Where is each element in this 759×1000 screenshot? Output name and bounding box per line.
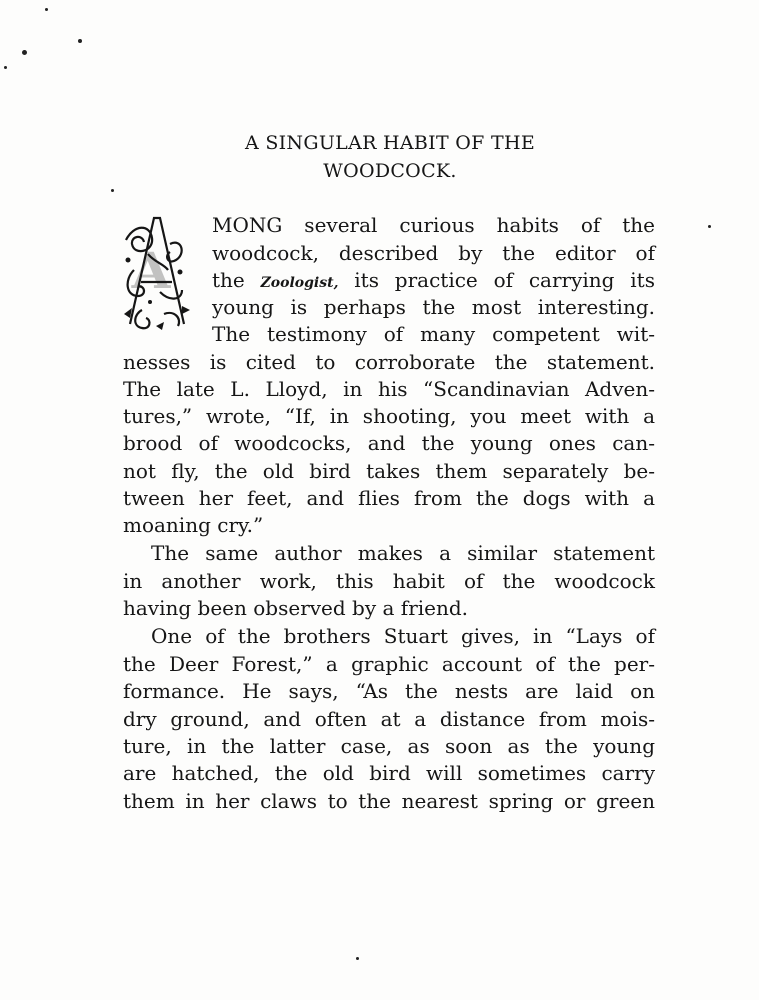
- paragraph1-line1: MONG several curious habits of the: [212, 213, 655, 237]
- paragraph1-line9: brood of woodcocks, and the young ones can-: [123, 431, 655, 455]
- ink-speck: [4, 66, 7, 69]
- ink-speck: [111, 189, 114, 192]
- article-title-line2: WOODCOCK.: [323, 160, 457, 182]
- ink-speck: [78, 39, 82, 43]
- paragraph1-line7: The late L. Lloyd, in his “Scandinavian Adven-: [123, 377, 655, 401]
- paragraph3-line1: One of the brothers Stuart gives, in “Lays of: [151, 624, 655, 648]
- paragraph3-line4: dry ground, and often at a distance from mois-: [123, 707, 655, 731]
- paragraph1-line11: tween her feet, and flies from the dogs with a: [123, 486, 655, 510]
- svg-text:A: A: [131, 241, 171, 300]
- paragraph2-line1: The same author makes a similar statement: [151, 541, 655, 565]
- paragraph1-line12: moaning cry.”: [123, 513, 264, 537]
- ink-speck: [45, 8, 48, 11]
- paragraph1-zoologist-italic: Zoologist,: [260, 275, 339, 291]
- paragraph1-line8: tures,” wrote, “If, in shooting, you meet with a: [123, 404, 655, 428]
- paragraph3-line7: them in her claws to the nearest spring or green: [123, 789, 655, 813]
- paragraph3-line2: the Deer Forest,” a graphic account of the per-: [123, 652, 655, 676]
- ink-speck: [356, 957, 359, 960]
- article-title-line1: A SINGULAR HABIT OF THE: [244, 132, 536, 154]
- ink-speck: [708, 225, 711, 228]
- paragraph1-line2: woodcock, described by the editor of: [212, 241, 655, 265]
- paragraph1-line10: not fly, the old bird takes them separately be-: [123, 459, 655, 483]
- paragraph3-line3: formance. He says, “As the nests are laid on: [123, 679, 655, 703]
- paragraph1-line3: [212, 270, 655, 290]
- paragraph1-line3-post: its practice of carrying its: [338, 268, 655, 292]
- paragraph1-line6: nesses is cited to corroborate the statement.: [123, 350, 655, 374]
- ink-speck: [22, 50, 27, 55]
- paragraph1-line4: young is perhaps the most interesting.: [212, 295, 655, 319]
- paragraph2-line3: having been observed by a friend.: [123, 596, 469, 620]
- paragraph3-line6: are hatched, the old bird will sometimes carry: [123, 761, 655, 785]
- paragraph1-line5: The testimony of many competent wit-: [212, 322, 655, 346]
- paragraph1-line3-pre: the: [212, 268, 261, 292]
- ornamental-drop-cap-a: [120, 210, 192, 332]
- paragraph3-line5: ture, in the latter case, as soon as the young: [123, 734, 655, 758]
- paragraph2-line2: in another work, this habit of the woodcock: [123, 569, 655, 593]
